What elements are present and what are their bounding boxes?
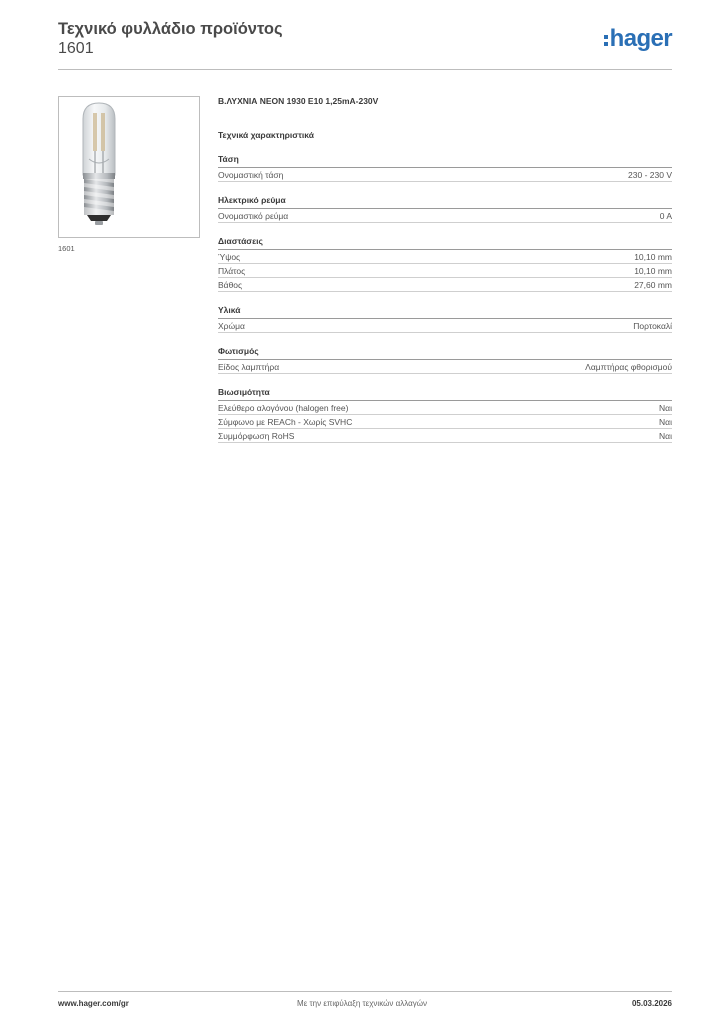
logo-colon-icon <box>604 35 608 46</box>
spec-value: Ναι <box>659 403 672 413</box>
footer-website-link[interactable]: www.hager.com/gr <box>58 999 129 1008</box>
footer-notice: Με την επιφύλαξη τεχνικών αλλαγών <box>297 999 427 1008</box>
footer-date: 05.03.2026 <box>631 999 672 1008</box>
spec-value: 0 A <box>659 211 672 221</box>
spec-row <box>218 319 672 333</box>
spec-label: Είδος λαμπτήρα <box>218 362 280 372</box>
spec-row <box>218 401 672 415</box>
spec-group-dimensions <box>218 236 672 292</box>
spec-label: Ύψος <box>218 252 241 262</box>
spec-value: 230 - 230 V <box>628 170 672 180</box>
logo-text: hager <box>609 25 672 52</box>
neon-lamp-icon <box>59 97 199 237</box>
spec-label: Ονομαστικό ρεύμα <box>218 211 289 221</box>
product-title: B.ΛΥΧΝΙΑ NEON 1930 E10 1,25mA-230V <box>218 96 379 106</box>
spec-value: 27,60 mm <box>634 280 672 290</box>
spec-value: Ναι <box>659 417 672 427</box>
spec-group-sustainability <box>218 387 672 443</box>
product-details <box>218 96 672 443</box>
spec-row <box>218 429 672 443</box>
document-number: 1601 <box>58 40 94 57</box>
spec-group-title: Τάση <box>218 154 672 168</box>
spec-label: Συμμόρφωση RoHS <box>218 431 295 441</box>
spec-row <box>218 360 672 374</box>
spec-row <box>218 415 672 429</box>
spec-label: Ονομαστική τάση <box>218 170 284 180</box>
spec-row <box>218 209 672 223</box>
spec-group-title: Διαστάσεις <box>218 236 672 250</box>
spec-label: Χρώμα <box>218 321 245 331</box>
spec-group-title: Φωτισμός <box>218 346 672 360</box>
spec-group-voltage <box>218 154 672 182</box>
spec-label: Πλάτος <box>218 266 246 276</box>
spec-row <box>218 264 672 278</box>
document-title: Τεχνικό φυλλάδιο προϊόντος <box>58 20 283 38</box>
spec-group-current <box>218 195 672 223</box>
footer-divider <box>58 991 672 992</box>
image-caption: 1601 <box>58 244 75 253</box>
header-divider <box>58 69 672 70</box>
spec-group-title: Βιωσιμότητα <box>218 387 672 401</box>
spec-row <box>218 278 672 292</box>
spec-row <box>218 168 672 182</box>
spec-value: Ναι <box>659 431 672 441</box>
spec-label: Ελεύθερο αλογόνου (halogen free) <box>218 403 349 413</box>
spec-group-materials <box>218 305 672 333</box>
spec-value: 10,10 mm <box>634 266 672 276</box>
spec-row <box>218 250 672 264</box>
spec-group-title: Ηλεκτρικό ρεύμα <box>218 195 672 209</box>
product-image <box>58 96 200 238</box>
hager-logo <box>604 26 672 52</box>
page-header <box>58 20 672 70</box>
spec-value: 10,10 mm <box>634 252 672 262</box>
spec-group-title: Υλικά <box>218 305 672 319</box>
spec-label: Σύμφωνο με REACh - Χωρίς SVHC <box>218 417 353 427</box>
spec-value: Πορτοκαλί <box>633 321 672 331</box>
spec-value: Λαμπτήρας φθορισμού <box>585 362 672 372</box>
spec-label: Βάθος <box>218 280 243 290</box>
spec-group-lighting <box>218 346 672 374</box>
specs-heading: Τεχνικά χαρακτηριστικά <box>218 130 314 140</box>
